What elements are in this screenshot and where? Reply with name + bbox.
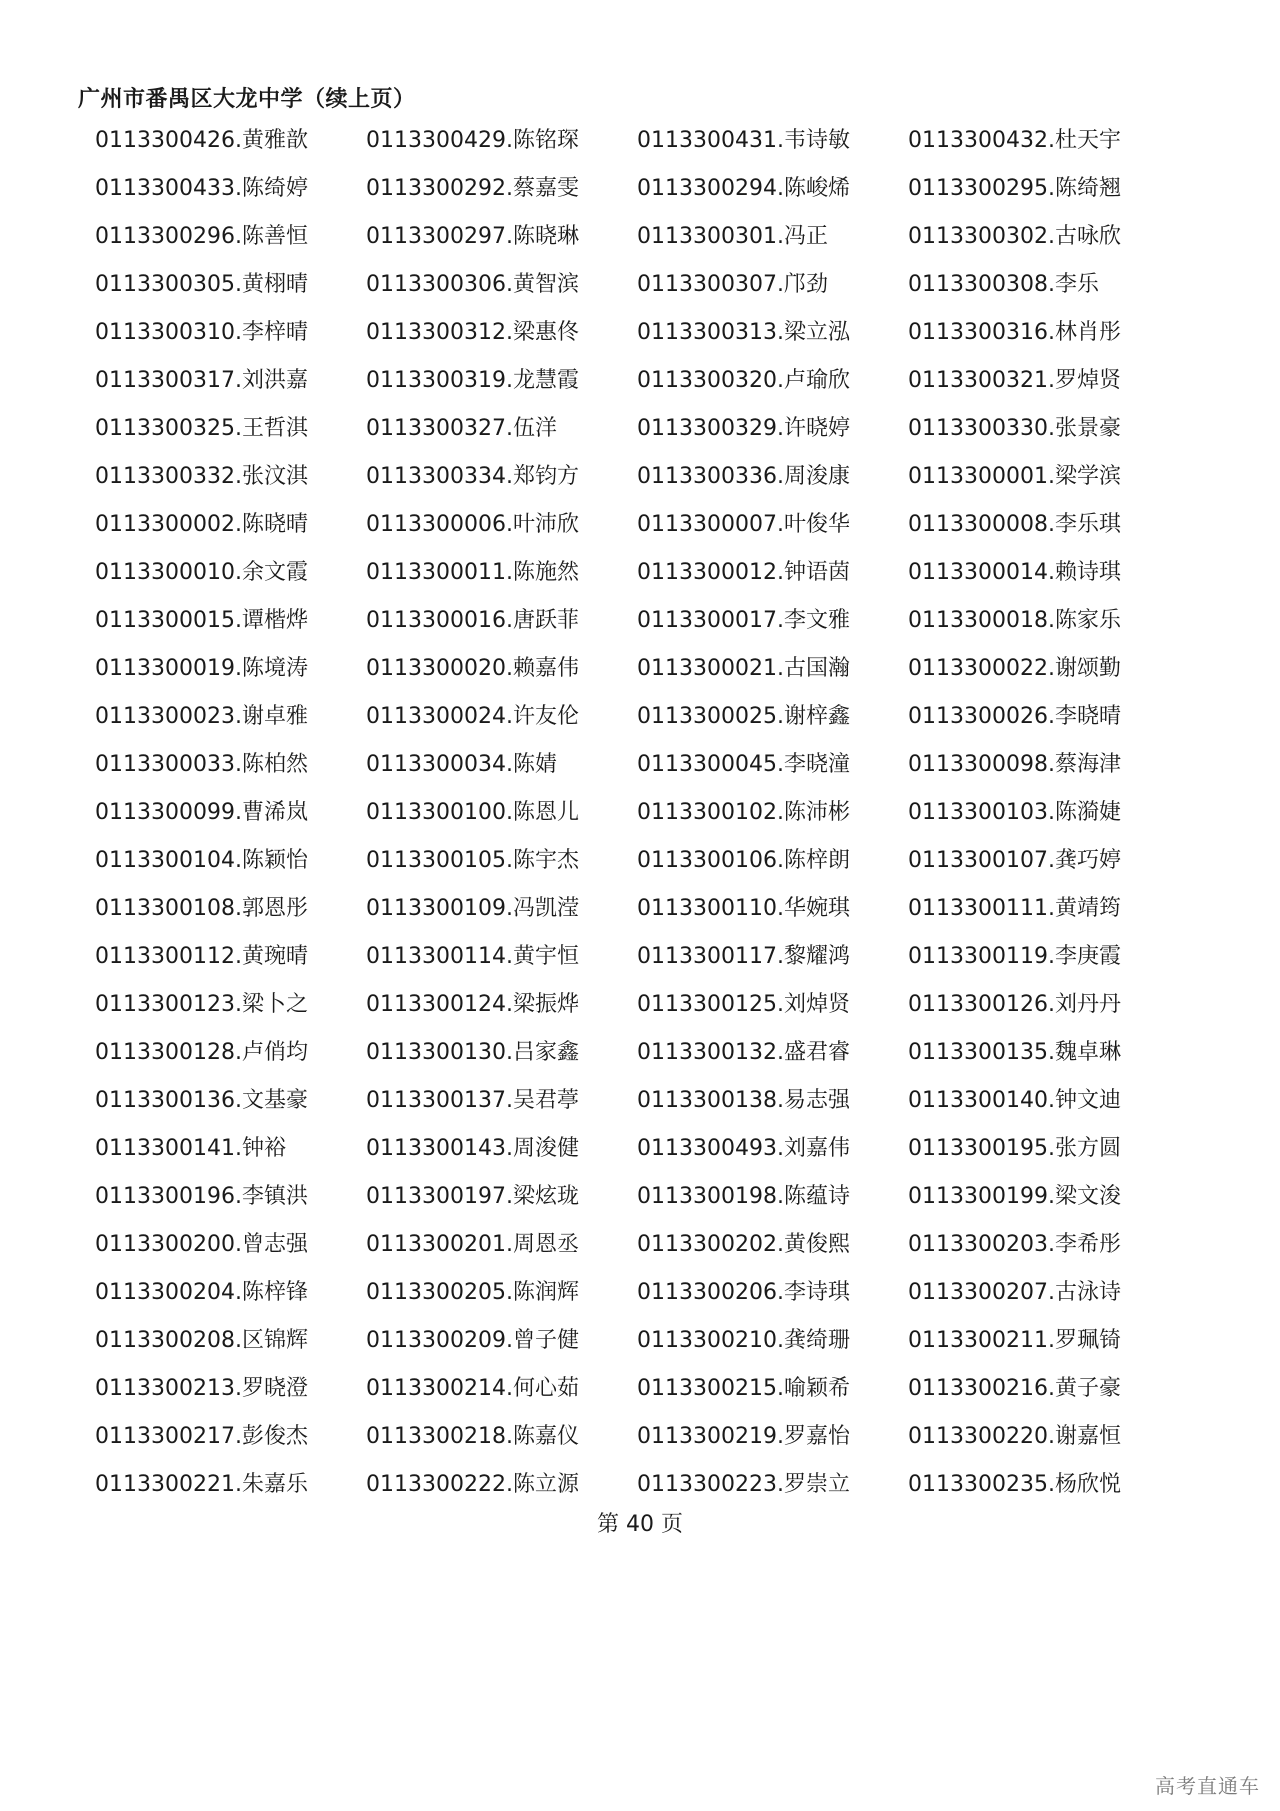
roster-entry: 0113300329.许晓婷 [637,416,850,441]
roster-entry: 0113300223.罗崇立 [637,1472,850,1497]
roster-entry: 0113300197.梁炫珑 [366,1184,579,1209]
roster-entry: 0113300026.李晓晴 [908,704,1121,729]
roster-entry: 0113300218.陈嘉仪 [366,1424,579,1449]
roster-entry: 0113300138.易志强 [637,1088,850,1113]
roster-entry: 0113300045.李晓潼 [637,752,850,777]
roster-entry: 0113300034.陈婧 [366,752,557,777]
roster-entry: 0113300117.黎耀鸿 [637,944,850,969]
roster-entry: 0113300106.陈梓朗 [637,848,850,873]
roster-entry: 0113300319.龙慧霞 [366,368,579,393]
roster-entry: 0113300141.钟裕 [95,1136,286,1161]
roster-entry: 0113300213.罗晓澄 [95,1376,308,1401]
roster-entry: 0113300334.郑钧方 [366,464,579,489]
roster-entry: 0113300294.陈峻烯 [637,176,850,201]
roster-entry: 0113300103.陈漪婕 [908,800,1121,825]
roster-entry: 0113300011.陈施然 [366,560,579,585]
roster-entry: 0113300308.李乐 [908,272,1099,297]
roster-entry: 0113300098.蔡海津 [908,752,1121,777]
roster-entry: 0113300140.钟文迪 [908,1088,1121,1113]
page-number: 第 40 页 [597,1512,683,1537]
roster-entry: 0113300021.古国瀚 [637,656,850,681]
roster-entry: 0113300017.李文雅 [637,608,850,633]
roster-entry: 0113300313.梁立泓 [637,320,850,345]
roster-entry: 0113300317.刘洪嘉 [95,368,308,393]
roster-entry: 0113300022.谢颂勤 [908,656,1121,681]
roster-entry: 0113300426.黄雅歆 [95,128,308,153]
roster-entry: 0113300114.黄宇恒 [366,944,579,969]
roster-entry: 0113300429.陈铭琛 [366,128,579,153]
roster-entry: 0113300327.伍洋 [366,416,557,441]
roster-entry: 0113300020.赖嘉伟 [366,656,579,681]
roster-entry: 0113300108.郭恩彤 [95,896,308,921]
roster-entry: 0113300214.何心茹 [366,1376,579,1401]
roster-entry: 0113300306.黄智滨 [366,272,579,297]
roster-entry: 0113300204.陈梓锋 [95,1280,308,1305]
roster-entry: 0113300024.许友伦 [366,704,579,729]
roster-entry: 0113300316.林肖彤 [908,320,1121,345]
roster-entry: 0113300019.陈境涛 [95,656,308,681]
roster-entry: 0113300105.陈宇杰 [366,848,579,873]
watermark-text: 高考直通车 [1155,1774,1260,1798]
roster-entry: 0113300310.李梓晴 [95,320,308,345]
roster-entry: 0113300033.陈柏然 [95,752,308,777]
roster-entry: 0113300217.彭俊杰 [95,1424,308,1449]
roster-entry: 0113300010.余文霞 [95,560,308,585]
roster-entry: 0113300202.黄俊熙 [637,1232,850,1257]
roster-entry: 0113300128.卢俏均 [95,1040,308,1065]
roster-entry: 0113300126.刘丹丹 [908,992,1121,1017]
roster-entry: 0113300132.盛君睿 [637,1040,850,1065]
roster-entry: 0113300220.谢嘉恒 [908,1424,1121,1449]
roster-entry: 0113300137.吴君葶 [366,1088,579,1113]
roster-entry: 0113300102.陈沛彬 [637,800,850,825]
roster-entry: 0113300433.陈绮婷 [95,176,308,201]
roster-entry: 0113300110.华婉琪 [637,896,850,921]
roster-entry: 0113300196.李镇洪 [95,1184,308,1209]
roster-entry: 0113300124.梁振烨 [366,992,579,1017]
roster-entry: 0113300296.陈善恒 [95,224,308,249]
roster-entry: 0113300235.杨欣悦 [908,1472,1121,1497]
roster-entry: 0113300216.黄子豪 [908,1376,1121,1401]
roster-entry: 0113300012.钟语茵 [637,560,850,585]
roster-entry: 0113300200.曾志强 [95,1232,308,1257]
roster-entry: 0113300208.区锦辉 [95,1328,308,1353]
roster-entry: 0113300320.卢瑜欣 [637,368,850,393]
roster-entry: 0113300321.罗焯贤 [908,368,1121,393]
roster-entry: 0113300135.魏卓琳 [908,1040,1121,1065]
roster-entry: 0113300297.陈晓琳 [366,224,579,249]
roster-entry: 0113300014.赖诗琪 [908,560,1121,585]
roster-entry: 0113300312.梁惠佟 [366,320,579,345]
roster-entry: 0113300107.龚巧婷 [908,848,1121,873]
roster-entry: 0113300219.罗嘉怡 [637,1424,850,1449]
page-heading: 广州市番禺区大龙中学（续上页） [78,87,416,112]
roster-entry: 0113300015.谭楷烨 [95,608,308,633]
roster-entry: 0113300209.曾子健 [366,1328,579,1353]
roster-entry: 0113300198.陈蕴诗 [637,1184,850,1209]
student-roster [95,117,1215,1509]
roster-entry: 0113300104.陈颖怡 [95,848,308,873]
roster-entry: 0113300221.朱嘉乐 [95,1472,308,1497]
roster-entry: 0113300207.古泳诗 [908,1280,1121,1305]
roster-entry: 0113300130.吕家鑫 [366,1040,579,1065]
roster-entry: 0113300210.龚绮珊 [637,1328,850,1353]
roster-entry: 0113300109.冯凯滢 [366,896,579,921]
roster-entry: 0113300295.陈绮翘 [908,176,1121,201]
roster-entry: 0113300136.文基豪 [95,1088,308,1113]
roster-entry: 0113300206.李诗琪 [637,1280,850,1305]
roster-entry: 0113300301.冯正 [637,224,828,249]
roster-entry: 0113300023.谢卓雅 [95,704,308,729]
roster-entry: 0113300111.黄靖筠 [908,896,1121,921]
roster-entry: 0113300195.张方圆 [908,1136,1121,1161]
roster-entry: 0113300008.李乐琪 [908,512,1121,537]
roster-entry: 0113300201.周恩丞 [366,1232,579,1257]
roster-entry: 0113300100.陈恩儿 [366,800,579,825]
roster-entry: 0113300002.陈晓晴 [95,512,308,537]
roster-entry: 0113300222.陈立源 [366,1472,579,1497]
roster-entry: 0113300211.罗珮锜 [908,1328,1121,1353]
roster-entry: 0113300330.张景豪 [908,416,1121,441]
roster-entry: 0113300001.梁学滨 [908,464,1121,489]
roster-entry: 0113300119.李庚霞 [908,944,1121,969]
roster-entry: 0113300143.周浚健 [366,1136,579,1161]
roster-entry: 0113300112.黄琬晴 [95,944,308,969]
roster-entry: 0113300325.王哲淇 [95,416,308,441]
roster-entry: 0113300302.古咏欣 [908,224,1121,249]
roster-entry: 0113300016.唐跃菲 [366,608,579,633]
roster-entry: 0113300431.韦诗敏 [637,128,850,153]
roster-entry: 0113300215.喻颖希 [637,1376,850,1401]
roster-entry: 0113300292.蔡嘉雯 [366,176,579,201]
roster-entry: 0113300007.叶俊华 [637,512,850,537]
roster-entry: 0113300125.刘焯贤 [637,992,850,1017]
roster-entry: 0113300336.周浚康 [637,464,850,489]
roster-entry: 0113300199.梁文浚 [908,1184,1121,1209]
roster-entry: 0113300006.叶沛欣 [366,512,579,537]
roster-entry: 0113300099.曹浠岚 [95,800,308,825]
roster-entry: 0113300332.张汶淇 [95,464,308,489]
roster-entry: 0113300432.杜天宇 [908,128,1121,153]
roster-entry: 0113300493.刘嘉伟 [637,1136,850,1161]
roster-entry: 0113300123.梁卜之 [95,992,308,1017]
roster-entry: 0113300025.谢梓鑫 [637,704,850,729]
roster-entry: 0113300018.陈家乐 [908,608,1121,633]
roster-entry: 0113300307.邝劲 [637,272,828,297]
roster-entry: 0113300305.黄栩晴 [95,272,308,297]
roster-entry: 0113300203.李希彤 [908,1232,1121,1257]
roster-entry: 0113300205.陈润辉 [366,1280,579,1305]
